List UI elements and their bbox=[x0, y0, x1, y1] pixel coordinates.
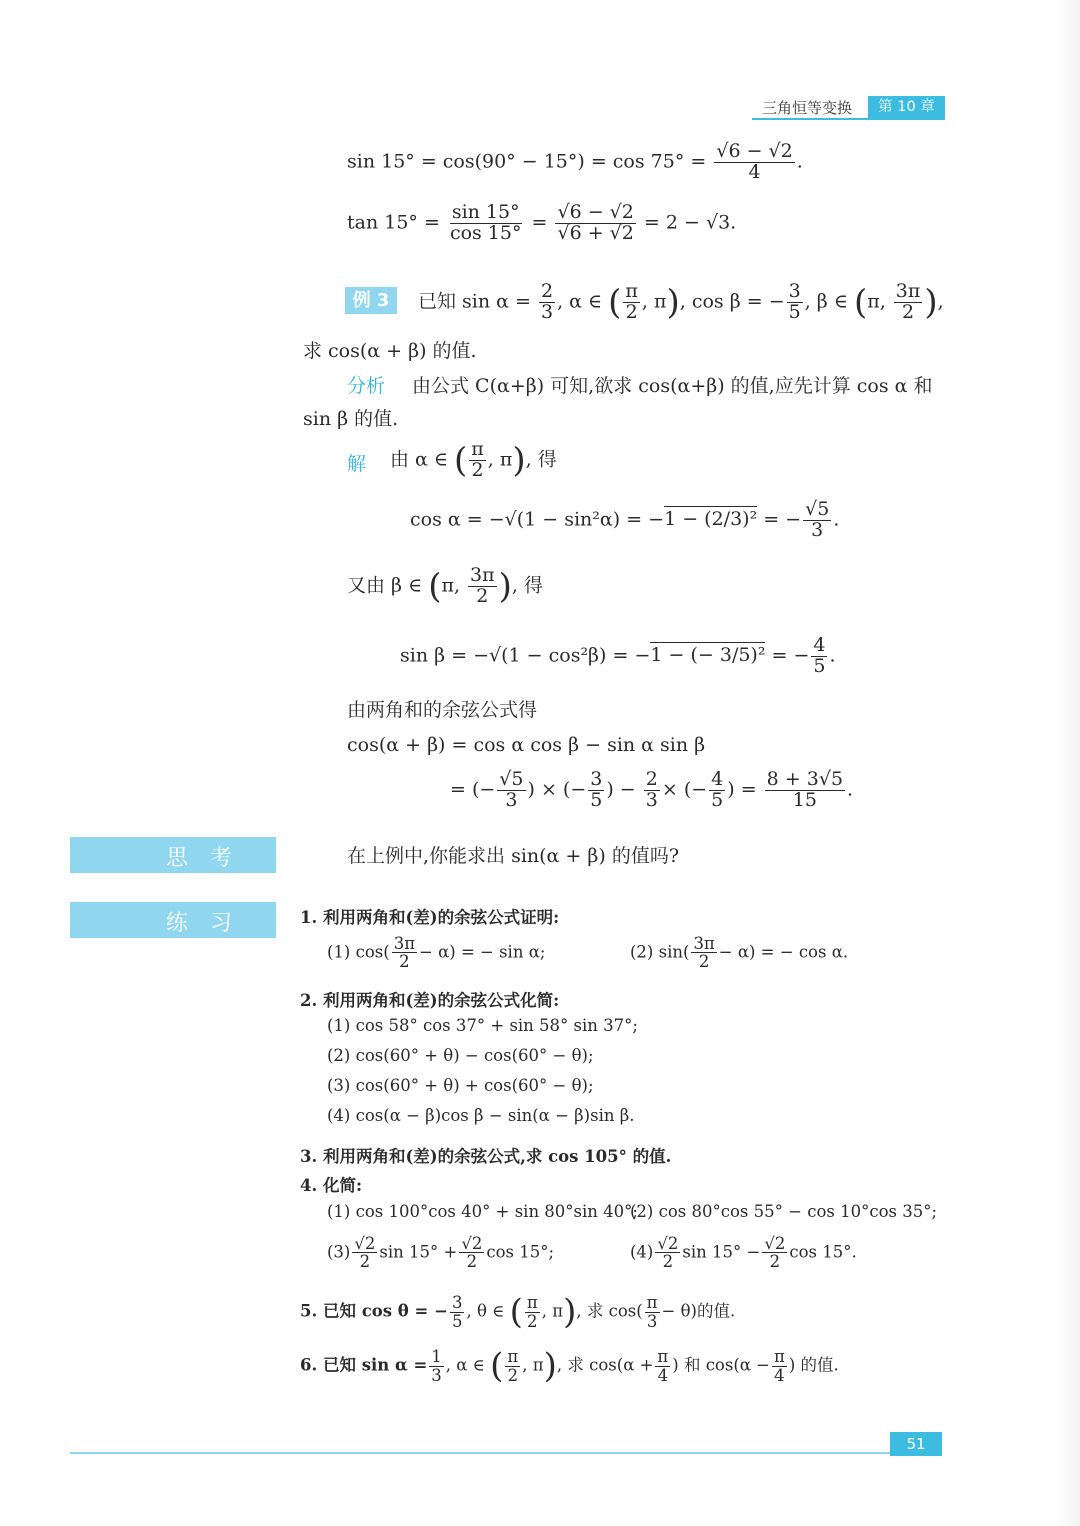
analysis-label: 分析 bbox=[347, 375, 386, 397]
equation-sin-beta: sin β = −√(1 − cos²β) = −1 − (− 3/5)² = − $\frac{4}{5}$ . bbox=[400, 634, 836, 677]
practice-q4-1: (1) cos 100°cos 40° + sin 80°sin 40°; bbox=[327, 1202, 638, 1221]
example3-statement: 已知 sin α = $\frac{2}{3}$ , α ∈ ( $\frac{\pi}{2}$ , π), cos β = − $\frac{3}{5}$ , β ∈ (π, $\frac{3\pi}{2}$ ), bbox=[418, 280, 944, 323]
practice-q2-3: (3) cos(60° + θ) + cos(60° − θ); bbox=[327, 1076, 594, 1095]
paper-edge bbox=[1054, 0, 1080, 1526]
solution-line2: 又由 β ∈ (π, $\frac{3\pi}{2}$ ), 得 bbox=[347, 564, 543, 607]
practice-q2-1: (1) cos 58° cos 37° + sin 58° sin 37°; bbox=[327, 1016, 638, 1035]
footer-rule bbox=[70, 1452, 890, 1454]
equation-cos-alpha: cos α = −√(1 − sin²α) = −1 − (2/3)² = − $\frac{√5}{3}$ . bbox=[410, 498, 840, 541]
think-bar bbox=[70, 837, 276, 873]
practice-q4-4: (4) $\frac{√2}{2}$ sin 15° − $\frac{√2}{2}$ cos 15°. bbox=[630, 1234, 857, 1272]
practice-q4: 4. 化简: bbox=[300, 1176, 363, 1195]
practice-q4-3: (3) $\frac{√2}{2}$ sin 15° + $\frac{√2}{2}$ cos 15°; bbox=[327, 1234, 555, 1272]
practice-q4-2: (2) cos 80°cos 55° − cos 10°cos 35°; bbox=[630, 1202, 938, 1221]
practice-q1-1: (1) cos( $\frac{3\pi}{2}$ − α) = − sin α; bbox=[327, 934, 546, 972]
solution-line1: 由 α ∈ ( $\frac{\pi}{2}$ , π), 得 bbox=[390, 438, 557, 481]
equation-final: = (− $\frac{√5}{3}$ ) × (− $\frac{3}{5}$ ) − $\frac{2}{3}$ × (− $\frac{4}{5}$ ) = $\frac{8 + 3√5}{15}$ . bbox=[450, 768, 854, 811]
chapter-badge: 第 10 章 bbox=[868, 96, 945, 118]
header-rule bbox=[752, 118, 945, 120]
practice-q5: 5. 已知 cos θ = − $\frac{3}{5}$ , θ ∈ ( $\frac{\pi}{2}$ , π), 求 cos( $\frac{\pi}{3}$ − θ)的值. bbox=[300, 1292, 736, 1332]
think-label: 思考 bbox=[165, 846, 254, 871]
example-label: 例 3 bbox=[345, 287, 397, 314]
page-number: 51 bbox=[890, 1432, 942, 1456]
practice-label: 练习 bbox=[165, 911, 254, 936]
formula-intro: 由两角和的余弦公式得 bbox=[347, 699, 538, 721]
chapter-title: 三角恒等变换 bbox=[762, 99, 853, 117]
solution-label: 解 bbox=[347, 453, 367, 475]
practice-q2: 2. 利用两角和(差)的余弦公式化简: bbox=[300, 991, 560, 1010]
practice-q1: 1. 利用两角和(差)的余弦公式证明: bbox=[300, 908, 560, 927]
equation-cos-sum: cos(α + β) = cos α cos β − sin α sin β bbox=[347, 734, 706, 756]
practice-q1-2: (2) sin( $\frac{3\pi}{2}$ − α) = − cos α. bbox=[630, 934, 849, 972]
practice-q2-4: (4) cos(α − β)cos β − sin(α − β)sin β. bbox=[327, 1106, 635, 1125]
analysis-line2: sin β 的值. bbox=[303, 408, 399, 430]
think-question: 在上例中,你能求出 sin(α + β) 的值吗? bbox=[347, 845, 680, 867]
practice-bar bbox=[70, 902, 276, 938]
analysis-line1: 由公式 C(α+β) 可知,欲求 cos(α+β) 的值,应先计算 cos α 和 bbox=[412, 375, 933, 397]
practice-q3: 3. 利用两角和(差)的余弦公式,求 cos 105° 的值. bbox=[300, 1147, 672, 1166]
equation-tan15: tan 15° = $\frac{\sin 15^\circ}{\cos 15^\circ}$ = $\frac{√6 - √2}{√6 + √2}$ = 2 − √3. bbox=[347, 201, 737, 244]
practice-q6: 6. 已知 sin α = $\frac{1}{3}$ , α ∈ ( $\frac{\pi}{2}$ , π), 求 cos(α + $\frac{\pi}{4}$ ) 和 cos(α − $\frac{\pi}{4}$ ) 的值. bbox=[300, 1346, 839, 1386]
equation-sin15: sin 15° = cos(90° − 15°) = cos 75° = $\frac{√6 - √2}{4}$ . bbox=[347, 140, 803, 183]
practice-q2-2: (2) cos(60° + θ) − cos(60° − θ); bbox=[327, 1046, 594, 1065]
example3-question: 求 cos(α + β) 的值. bbox=[303, 340, 477, 362]
